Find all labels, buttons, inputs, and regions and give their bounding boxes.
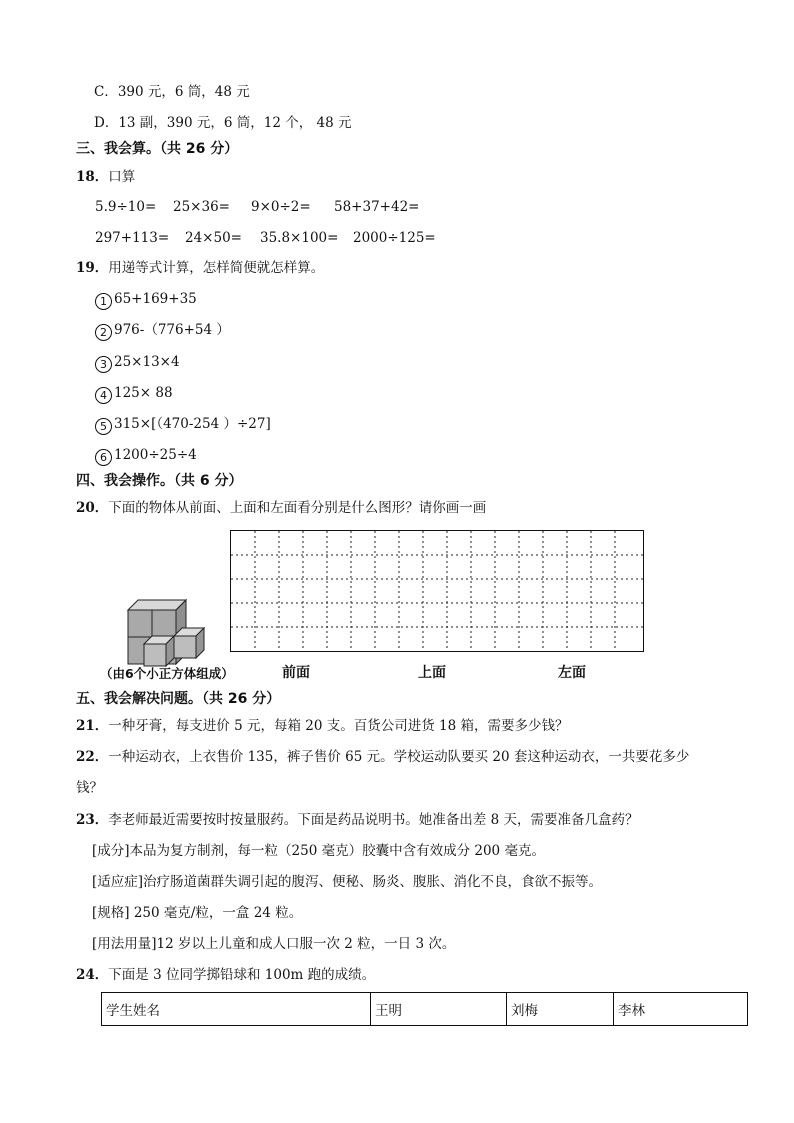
question-text: 一种运动衣，上衣售价 135，裤子售价 65 元。学校运动队要买 20 套这种运动衣，一共要花多少 (108, 749, 690, 765)
question-number: 20． (76, 500, 109, 516)
calc-expression: 65+169+35 (114, 291, 197, 307)
calc-expression: 125× 88 (114, 385, 173, 401)
question-24 (76, 966, 375, 984)
circled-number: 2 (95, 324, 112, 341)
oral-row-1 (95, 198, 419, 216)
question-text: 李老师最近需要按时按量服药。下面是药品说明书。她准备出差 8 天，需要准备几盒药？ (108, 812, 639, 828)
question-text: 下面的物体从前面、上面和左面看分别是什么图形？请你画一画 (108, 500, 487, 516)
oral-item: 24×50= (185, 230, 242, 246)
oral-item: 35.8×100= (260, 230, 339, 246)
label-left: 左面 (558, 665, 586, 681)
circled-number: 6 (95, 449, 112, 466)
question-number: 24． (76, 967, 109, 983)
calc-item (95, 290, 197, 310)
table-row (102, 993, 748, 1026)
table-header-cell: 李林 (614, 993, 748, 1026)
question-number: 22． (76, 749, 109, 765)
table-header-cell: 刘梅 (507, 993, 614, 1026)
oral-row-2 (95, 229, 436, 247)
score-table (101, 992, 748, 1026)
question-18 (76, 168, 135, 186)
calc-expression: 976-（776+54 ） (114, 322, 230, 338)
section5-heading: 五、我会解决问题。（共 26 分） (76, 691, 281, 707)
oral-item: 5.9÷10= (95, 199, 157, 215)
calc-item (95, 353, 180, 373)
oral-item: 25×36= (173, 199, 230, 215)
question-number: 19． (76, 260, 109, 276)
leaflet-line: [用法用量]12 岁以上儿童和成人口服一次 2 粒，一日 3 次。 (92, 936, 456, 952)
cubes-drawing (100, 544, 230, 674)
calc-expression: 25×13×4 (114, 354, 180, 370)
question-text: 下面是 3 位同学掷铅球和 100m 跑的成绩。 (108, 967, 376, 983)
section3-heading: 三、我会算。（共 26 分） (76, 141, 239, 157)
calc-expression: 1200÷25÷4 (114, 447, 197, 463)
leaflet-line: [成分]本品为复方制剂，每一粒（250 毫克）胶囊中含有效成分 200 毫克。 (92, 843, 545, 859)
leaflet-line: [规格] 250 毫克/粒，一盒 24 粒。 (92, 905, 303, 921)
circled-number: 3 (95, 356, 112, 373)
question-19 (76, 259, 324, 277)
option-c: C．390 元，6 筒，48 元 (94, 84, 250, 100)
calc-item (95, 321, 230, 341)
figure-caption: （由6个小正方体组成） (100, 666, 234, 681)
question-22-cont: 钱？ (76, 780, 103, 796)
option-d: D．13 副，390 元，6 筒，12 个， 48 元 (94, 115, 352, 131)
leaflet-line: [适应症]治疗肠道菌群失调引起的腹泻、便秘、肠炎、腹胀、消化不良，食欲不振等。 (92, 874, 603, 890)
circled-number: 1 (95, 293, 112, 310)
question-number: 21． (76, 718, 109, 734)
label-top: 上面 (418, 665, 446, 681)
oral-item: 297+113= (95, 230, 170, 246)
table-header-cell: 学生姓名 (102, 993, 371, 1026)
circled-number: 5 (95, 418, 112, 435)
question-number: 18． (76, 169, 109, 185)
calc-expression: 315×[（470-254 ）÷27] (114, 416, 271, 432)
table-header-cell: 王明 (371, 993, 507, 1026)
oral-item: 58+37+42= (334, 199, 420, 215)
calc-item (95, 384, 173, 404)
question-22 (76, 748, 689, 766)
circled-number: 4 (95, 387, 112, 404)
question-21 (76, 717, 569, 735)
calc-item (95, 446, 197, 466)
question-20 (76, 499, 486, 517)
dotted-grid-lines (231, 531, 643, 651)
label-front: 前面 (282, 665, 310, 681)
oral-item: 9×0÷2= (251, 199, 311, 215)
calc-item (95, 415, 271, 435)
cube-figure (100, 524, 646, 686)
question-23 (76, 811, 638, 829)
drawing-grid (230, 530, 644, 652)
oral-item: 2000÷125= (353, 230, 436, 246)
question-text: 用递等式计算，怎样简便就怎样算。 (108, 260, 325, 276)
question-text: 一种牙膏，每支进价 5 元，每箱 20 支。百货公司进货 18 箱，需要多少钱？ (108, 718, 569, 734)
question-number: 23． (76, 812, 109, 828)
section4-heading: 四、我会操作。（共 6 分） (76, 473, 243, 489)
question-text: 口算 (108, 169, 136, 185)
